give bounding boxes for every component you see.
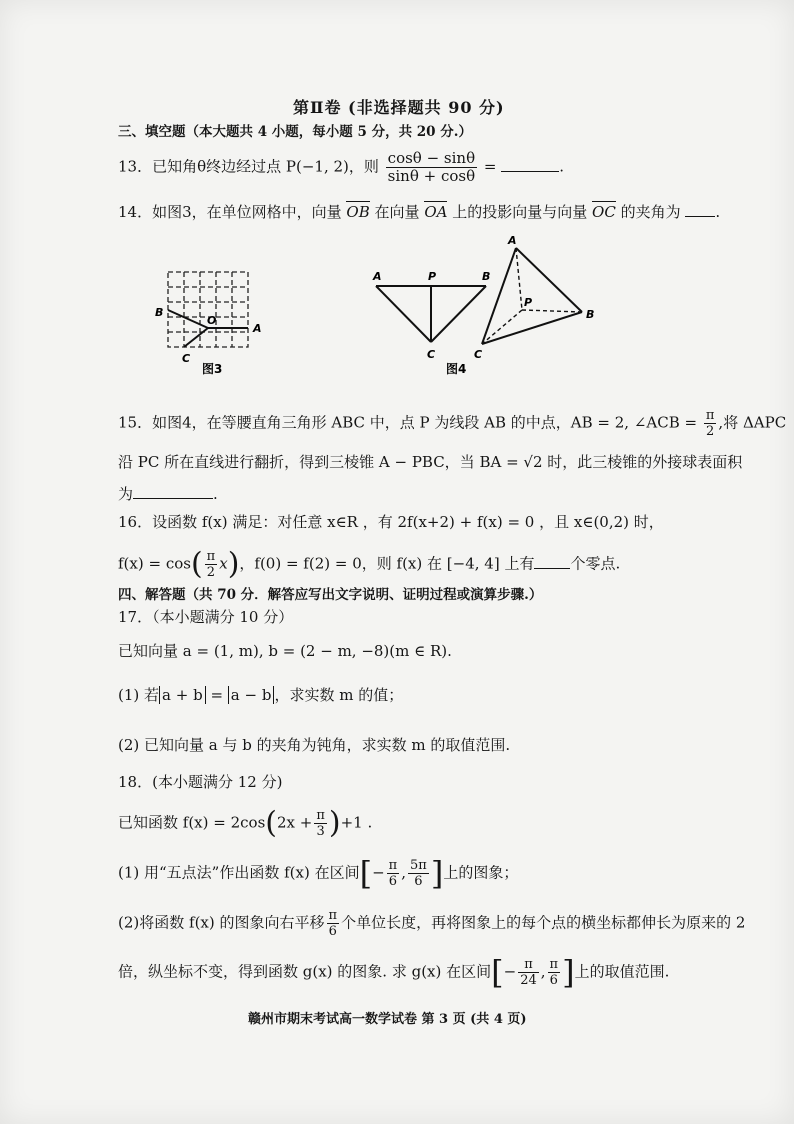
q15-number: 15．: [118, 413, 153, 432]
q16-text-4: 个零点.: [570, 554, 621, 573]
question-17-title: 17．（本小题满分 10 分）: [118, 608, 294, 626]
tetra-label-c: C: [474, 348, 483, 361]
q18-stem-frac-num: π: [316, 808, 325, 823]
q16-number: 16．: [118, 513, 153, 531]
fig3-vector-oc: [184, 328, 208, 347]
q18-p1-frac-a-num: π: [388, 858, 398, 873]
question-18-title: 18．(本小题满分 12 分): [118, 773, 283, 791]
q14-text-2: 在向量: [374, 203, 420, 221]
q14-text-3: 上的投影向量与向量: [452, 203, 588, 221]
q16-text-1: 设函数 f(x) 满足：对任意 x∈R ，有 2f(x+2) + f(x) = 0 ，且 x∈(0,2) 时，: [152, 513, 664, 531]
q15-text-2: ,将 ΔAPC: [718, 413, 787, 432]
q17-abs-diff: a − b: [228, 686, 275, 704]
question-18-part-2: [118, 908, 745, 939]
question-17-part-1: [118, 685, 403, 705]
question-18-stem: [118, 805, 373, 841]
q14-text-1: 如图3，在单位网格中，向量: [152, 203, 342, 221]
q15-frac-den: 2: [706, 424, 715, 439]
page-footer: 赣州市期末考试高一数学试卷 第 3 页 (共 4 页): [248, 1012, 527, 1027]
q16-frac-den: 2: [206, 565, 216, 580]
q13-equals: =: [479, 157, 497, 176]
q16-fraction: [205, 549, 218, 580]
q18-p3-post: 上的取值范围.: [574, 962, 670, 981]
q18-p1-frac-a: [387, 858, 400, 889]
vector-oc: OC: [592, 203, 616, 221]
tetra-edge-pb: [522, 310, 582, 312]
q14-text-4: 的夹角为: [620, 203, 681, 221]
fig3-label-o: O: [207, 314, 217, 327]
q18-p1-frac-b-den: 6: [414, 874, 423, 889]
q17-p1-post: ，求实数 m 的值；: [274, 686, 404, 704]
q14-end: .: [715, 203, 721, 221]
fig3-label-b: B: [155, 306, 164, 319]
q18-paren-close: ): [328, 805, 341, 841]
q18-p2-post: 个单位长度，再将图象上的每个点的横坐标都伸长为原来的 2: [341, 913, 746, 932]
question-17-part-2: (2) 已知向量 a 与 b 的夹角为钝角，求实数 m 的取值范围.: [118, 736, 511, 754]
q13-denominator: sinθ + cosθ: [387, 167, 476, 185]
q18-p1-frac-a-den: 6: [388, 874, 398, 889]
q15-answer-blank[interactable]: [133, 484, 213, 499]
q16-text-2: f(x) = cos: [118, 554, 191, 573]
q17-p1-pre: (1) 若: [118, 686, 160, 704]
solve-heading: 四、解答题（共 70 分．解答应写出文字说明、证明过程或演算步骤.）: [118, 587, 543, 603]
q18-stem-post: +1 .: [340, 813, 373, 832]
q15-frac-num: π: [705, 408, 715, 423]
q15-end: .: [213, 485, 218, 503]
q13-numerator: cosθ − sinθ: [387, 149, 476, 167]
tetra-label-b: B: [586, 308, 595, 321]
fig4-label-a: A: [373, 270, 382, 283]
q16-answer-blank[interactable]: [534, 554, 570, 569]
fig3-label-a: A: [253, 322, 262, 335]
fig3-grid: [168, 272, 248, 347]
fig3-vector-ob: [168, 310, 208, 328]
q16-paren-open: (: [190, 546, 203, 582]
q18-p1-post: 上的图象；: [443, 863, 519, 882]
question-16-line-2: [118, 546, 621, 582]
q13-text: 已知角θ终边经过点 P(−1, 2)，则: [152, 157, 379, 176]
q18-p1-pre: (1) 用“五点法”作出函数 f(x) 在区间: [118, 863, 360, 882]
fig4-label-b: B: [482, 270, 491, 283]
q18-p3-frac-a-den: 24: [520, 973, 537, 988]
q14-answer-blank[interactable]: [685, 202, 715, 217]
q13-fraction: [386, 150, 477, 185]
fig4-label-p: P: [428, 270, 437, 283]
tetra-label-p: P: [524, 296, 533, 309]
tetra-label-a: A: [508, 234, 517, 247]
tetra-edge-cb: [482, 312, 582, 344]
q14-number: 14．: [118, 203, 153, 221]
question-14: [118, 202, 720, 222]
q18-p3-frac-b-den: 6: [549, 973, 558, 988]
q18-p2-pre: (2)将函数 f(x) 的图象向右平移: [118, 913, 325, 932]
q18-stem-frac-den: 3: [316, 824, 325, 839]
tetra-edge-ap: [516, 248, 522, 310]
question-15-line-2: 沿 PC 所在直线进行翻折，得到三棱锥 A − PBC，当 BA = √2 时，此三棱锥的外接球表面积: [118, 453, 743, 471]
question-18-part-2-cont: 倍，纵坐标不变，得到函数 g(x) 的图象. 求 g(x) 在区间[− $\frac{\pi}{24}$ , $\frac{\pi}{6}$ ]上的取值范围.: [118, 953, 670, 992]
q18-p2-frac-den: 6: [328, 924, 337, 939]
q18-p2-frac-num: π: [328, 908, 338, 923]
q18-stem-in: 2x +: [276, 813, 313, 832]
question-15-line-3: [118, 484, 218, 504]
q18-p3-frac-b-num: π: [549, 957, 559, 972]
fig3-label-c: C: [182, 352, 191, 365]
q16-text-3: ，f(0) = f(2) = 0，则 f(x) 在 [−4, 4] 上有: [239, 554, 535, 573]
question-15-line-1: [118, 408, 786, 439]
question-16-line-1: [118, 512, 664, 532]
q15-angle-fraction: [704, 408, 717, 439]
vector-ob: OB: [346, 203, 370, 221]
q16-frac-num: π: [206, 549, 216, 564]
q15-text-1: 如图4，在等腰直角三角形 ABC 中，点 P 为线段 AB 的中点，AB = 2, ∠ACB =: [152, 413, 698, 432]
fill-in-heading: 三、填空题（本大题共 4 小题，每小题 5 分，共 20 分.）: [118, 124, 472, 140]
q18-p3-frac-a: [518, 957, 539, 988]
q17-abs-sum: a + b: [159, 686, 206, 704]
q18-p1-bracket-open: [: [359, 854, 373, 893]
fig4-label-c: C: [427, 348, 436, 361]
vector-oa: OA: [424, 203, 448, 221]
q18-p3-pre: 倍，纵坐标不变，得到函数 g(x) 的图象. 求 g(x) 在区间: [118, 962, 492, 981]
question-13: [118, 150, 564, 185]
q13-answer-blank[interactable]: [501, 157, 559, 172]
q17-p1-eq: =: [205, 686, 228, 704]
q18-stem-fraction: [314, 808, 327, 839]
figure-3: [150, 262, 270, 380]
q18-paren-open: (: [265, 805, 277, 841]
q18-p1-frac-b-num: 5π: [410, 858, 427, 873]
q15-text-3: 为: [118, 485, 134, 503]
question-17-stem: 已知向量 a = (1, m), b = (2 − m, −8)(m ∈ R).: [118, 642, 452, 660]
section-title: 第Ⅱ卷 (非选择题共 90 分): [293, 98, 505, 117]
fig4-caption: 图4: [446, 362, 467, 376]
q13-end: .: [559, 157, 565, 176]
q18-stem-pre: 已知函数 f(x) = 2cos: [118, 813, 266, 832]
fig4-segment-ac: [376, 286, 431, 342]
q18-p3-frac-a-num: π: [518, 957, 539, 973]
q18-p3-bracket-close: ]: [562, 953, 575, 992]
fig3-caption: 图3: [202, 362, 223, 376]
q18-p1-bracket-close: ]: [430, 854, 444, 893]
figure-4-tetrahedron: [470, 232, 605, 367]
q18-p1-frac-b: [408, 858, 429, 889]
question-18-part-1: (1) 用“五点法”作出函数 f(x) 在区间[− $\frac{\pi}{6}$ , $\frac{5\pi}{6}$ ]上的图象；: [118, 854, 519, 893]
q18-p3-bracket-open: [: [491, 953, 504, 992]
q16-paren-close: ): [227, 546, 240, 582]
q16-x: x: [219, 554, 228, 573]
q13-number: 13．: [118, 157, 153, 176]
q18-p2-fraction: [327, 908, 340, 939]
q18-p3-frac-b: [548, 957, 561, 988]
